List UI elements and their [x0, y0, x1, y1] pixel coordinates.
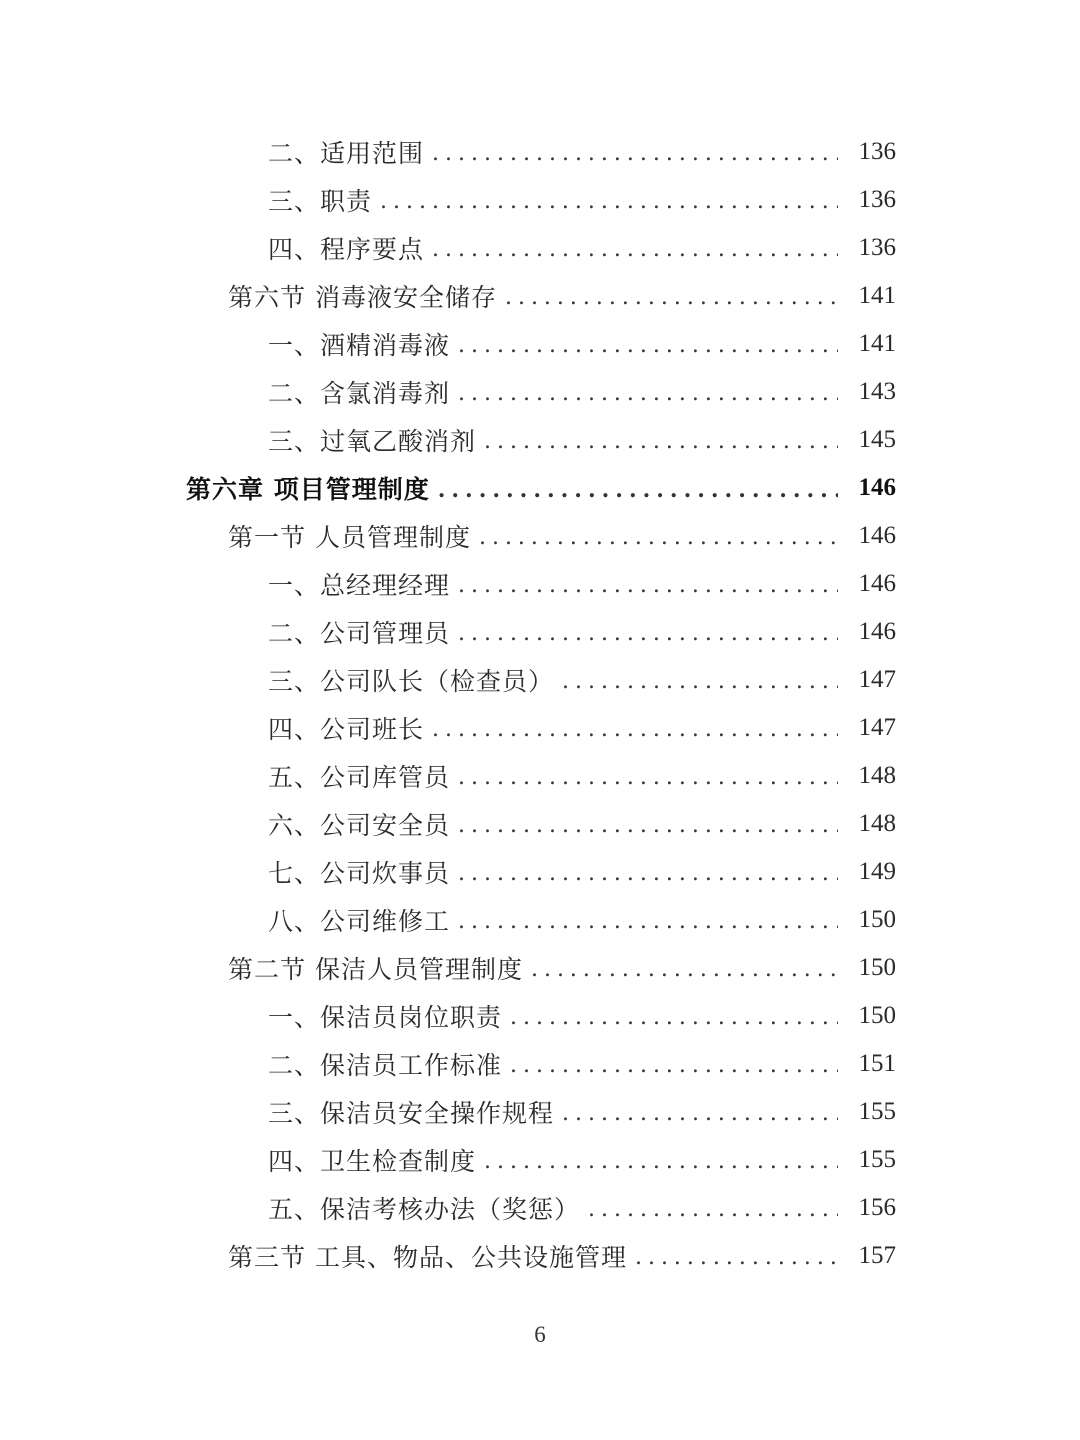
toc-entry-item[interactable] — [0, 752, 1080, 800]
toc-entry-section[interactable] — [0, 1232, 1080, 1280]
toc-leader-dots — [458, 569, 838, 599]
toc-leader-dots — [588, 1193, 838, 1223]
toc-entry-page-number: 148 — [858, 810, 896, 837]
toc-entry-page-number: 155 — [858, 1098, 896, 1125]
toc-entry-item[interactable] — [0, 992, 1080, 1040]
toc-leader-dots — [479, 521, 838, 551]
toc-leader-dots — [380, 185, 838, 215]
toc-entry-item[interactable] — [0, 1040, 1080, 1088]
toc-entry-page-number: 147 — [858, 666, 896, 693]
toc-leader-dots — [458, 761, 838, 791]
toc-entry-title: 一、保洁员岗位职责 — [268, 1003, 503, 1032]
toc-entry-chapter[interactable] — [0, 464, 1080, 512]
toc-entry-title: 四、程序要点 — [268, 235, 425, 264]
toc-entry-title: 三、保洁员安全操作规程 — [268, 1099, 555, 1128]
toc-leader-dots — [458, 857, 838, 887]
toc-leader-dots — [438, 473, 838, 503]
toc-entry-item[interactable] — [0, 800, 1080, 848]
toc-leader-dots — [432, 233, 838, 263]
toc-entry-item[interactable] — [0, 368, 1080, 416]
toc-entry-page-number: 155 — [858, 1146, 896, 1173]
toc-leader-dots — [458, 617, 838, 647]
toc-entry-title: 三、公司队长（检查员） — [268, 667, 555, 696]
toc-entry-page-number: 148 — [858, 762, 896, 789]
toc-leader-dots — [484, 425, 838, 455]
toc-entry-page-number: 150 — [858, 954, 896, 981]
toc-entry-page-number: 136 — [858, 186, 896, 213]
toc-leader-dots — [458, 905, 838, 935]
toc-entry-title: 二、适用范围 — [268, 139, 425, 168]
toc-entry-item[interactable] — [0, 1088, 1080, 1136]
toc-entry-title: 一、总经理经理 — [268, 571, 451, 600]
page-number: 6 — [534, 1322, 546, 1347]
toc-entry-title: 五、保洁考核办法（奖惩） — [268, 1195, 581, 1224]
toc-leader-dots — [531, 953, 838, 983]
toc-entry-item[interactable] — [0, 896, 1080, 944]
table-of-contents — [0, 128, 1080, 1280]
toc-entry-title: 第六章 项目管理制度 — [186, 475, 430, 504]
toc-entry-page-number: 136 — [858, 234, 896, 261]
toc-entry-title: 三、职责 — [268, 187, 373, 216]
toc-entry-page-number: 146 — [858, 570, 896, 597]
toc-leader-dots — [432, 713, 838, 743]
toc-leader-dots — [635, 1241, 838, 1271]
toc-entry-title: 一、酒精消毒液 — [268, 331, 451, 360]
toc-entry-page-number: 150 — [858, 906, 896, 933]
toc-entry-item[interactable] — [0, 416, 1080, 464]
toc-leader-dots — [510, 1001, 838, 1031]
toc-entry-page-number: 151 — [858, 1050, 896, 1077]
toc-entry-item[interactable] — [0, 1136, 1080, 1184]
toc-entry-title: 二、公司管理员 — [268, 619, 451, 648]
toc-leader-dots — [562, 1097, 838, 1127]
toc-entry-page-number: 157 — [858, 1242, 896, 1269]
toc-entry-item[interactable] — [0, 656, 1080, 704]
toc-entry-title: 八、公司维修工 — [268, 907, 451, 936]
toc-leader-dots — [510, 1049, 838, 1079]
toc-entry-item[interactable] — [0, 1184, 1080, 1232]
toc-entry-title: 六、公司安全员 — [268, 811, 451, 840]
toc-entry-title: 七、公司炊事员 — [268, 859, 451, 888]
toc-entry-item[interactable] — [0, 560, 1080, 608]
toc-entry-title: 第六节 消毒液安全储存 — [228, 283, 497, 312]
toc-leader-dots — [458, 809, 838, 839]
toc-entry-title: 二、含氯消毒剂 — [268, 379, 451, 408]
toc-entry-page-number: 143 — [858, 378, 896, 405]
toc-leader-dots — [484, 1145, 838, 1175]
toc-entry-page-number: 141 — [858, 330, 896, 357]
toc-entry-title: 四、公司班长 — [268, 715, 425, 744]
toc-entry-item[interactable] — [0, 176, 1080, 224]
toc-entry-item[interactable] — [0, 224, 1080, 272]
toc-entry-page-number: 141 — [858, 282, 896, 309]
toc-entry-page-number: 146 — [858, 522, 896, 549]
toc-entry-page-number: 146 — [858, 618, 896, 645]
toc-entry-title: 第三节 工具、物品、公共设施管理 — [228, 1243, 627, 1272]
toc-entry-page-number: 150 — [858, 1002, 896, 1029]
toc-entry-item[interactable] — [0, 704, 1080, 752]
toc-entry-item[interactable] — [0, 608, 1080, 656]
toc-entry-item[interactable] — [0, 128, 1080, 176]
toc-entry-item[interactable] — [0, 320, 1080, 368]
toc-leader-dots — [505, 281, 838, 311]
toc-entry-page-number: 145 — [858, 426, 896, 453]
toc-entry-title: 第二节 保洁人员管理制度 — [228, 955, 523, 984]
toc-entry-section[interactable] — [0, 512, 1080, 560]
toc-leader-dots — [432, 137, 838, 167]
toc-entry-section[interactable] — [0, 272, 1080, 320]
toc-entry-title: 四、卫生检查制度 — [268, 1147, 477, 1176]
toc-leader-dots — [458, 329, 838, 359]
toc-entry-section[interactable] — [0, 944, 1080, 992]
toc-entry-page-number: 149 — [858, 858, 896, 885]
toc-entry-page-number: 136 — [858, 138, 896, 165]
toc-leader-dots — [458, 377, 838, 407]
toc-entry-page-number: 146 — [858, 474, 896, 501]
toc-entry-page-number: 147 — [858, 714, 896, 741]
toc-entry-page-number: 156 — [858, 1194, 896, 1221]
toc-entry-title: 第一节 人员管理制度 — [228, 523, 471, 552]
toc-entry-title: 二、保洁员工作标准 — [268, 1051, 503, 1080]
toc-entry-item[interactable] — [0, 848, 1080, 896]
toc-leader-dots — [562, 665, 838, 695]
toc-entry-title: 五、公司库管员 — [268, 763, 451, 792]
toc-entry-title: 三、过氧乙酸消剂 — [268, 427, 477, 456]
